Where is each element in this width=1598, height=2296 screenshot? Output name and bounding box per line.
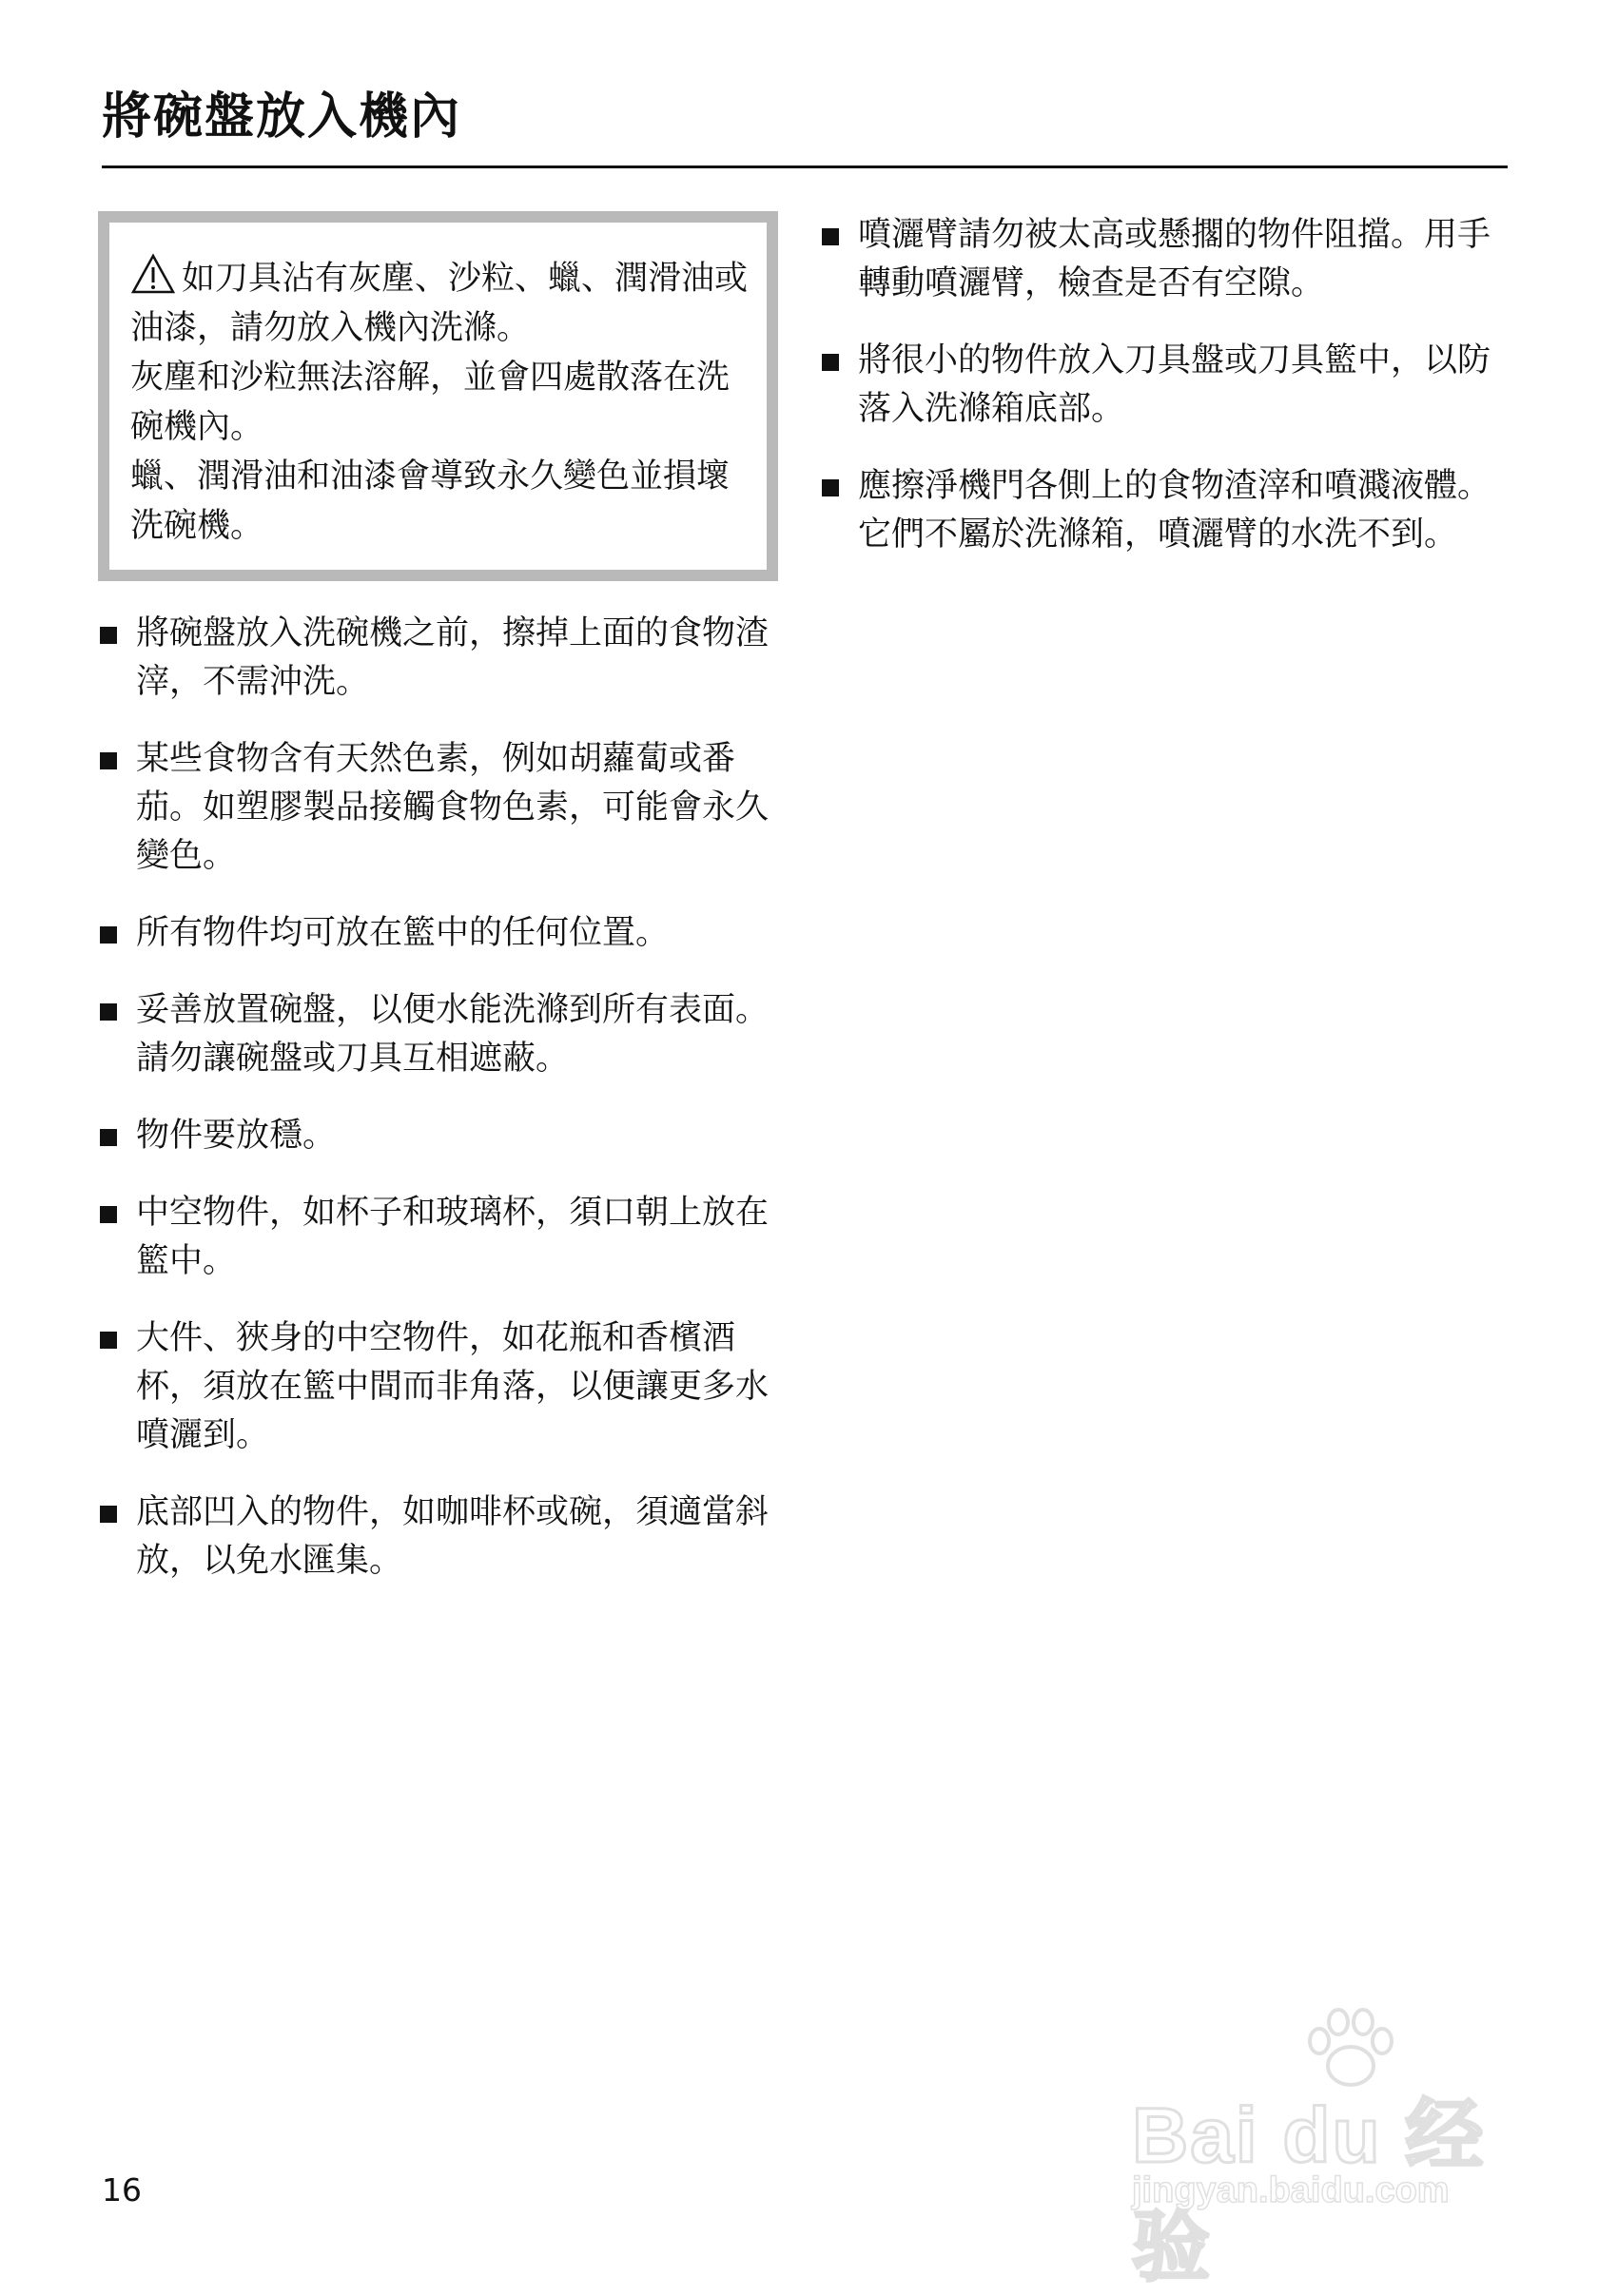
page-number: 16 xyxy=(102,2171,142,2208)
warning-triangle-icon xyxy=(130,253,176,295)
baidu-jingyan-watermark xyxy=(1113,2007,1512,2290)
square-bullet-icon xyxy=(822,479,839,496)
watermark-url: jingyan.baidu.com xyxy=(1132,2170,1450,2210)
list-item-text: 大件、狹身的中空物件，如花瓶和香檳酒杯，須放在籃中間而非角落，以便讓更多水噴灑到。 xyxy=(136,1319,770,1454)
list-item xyxy=(820,462,1508,559)
left-column xyxy=(98,211,778,1614)
list-item-text: 某些食物含有天然色素，例如胡蘿蔔或番茄。如塑膠製品接觸食物色素，可能會永久變色。 xyxy=(136,740,770,875)
warning-box xyxy=(98,211,778,581)
page-title: 將碗盤放入機內 xyxy=(102,88,462,146)
right-column xyxy=(820,211,1508,588)
warning-paragraph xyxy=(130,253,748,353)
square-bullet-icon xyxy=(100,1506,117,1523)
list-item-text: 中空物件，如杯子和玻璃杯，須口朝上放在籃中。 xyxy=(136,1194,770,1280)
watermark-brand: Bai du 经验 xyxy=(1132,2092,1486,2290)
list-item xyxy=(98,735,778,881)
square-bullet-icon xyxy=(822,228,839,245)
list-item-text: 所有物件均可放在籃中的任何位置。 xyxy=(136,914,670,952)
list-item xyxy=(98,610,778,707)
list-item-text: 將碗盤放入洗碗機之前，擦掉上面的食物渣滓，不需沖洗。 xyxy=(136,614,770,701)
list-item-text: 應擦淨機門各側上的食物渣滓和噴濺液體。它們不屬於洗滌箱，噴灑臂的水洗不到。 xyxy=(858,467,1491,554)
square-bullet-icon xyxy=(100,1206,117,1223)
list-item xyxy=(98,909,778,958)
warning-text: 如刀具沾有灰塵、沙粒、蠟、潤滑油或油漆，請勿放入機內洗滌。 xyxy=(130,260,749,347)
warning-paragraph: 灰塵和沙粒無法溶解，並會四處散落在洗碗機內。 xyxy=(130,359,731,446)
list-item xyxy=(98,1112,778,1160)
square-bullet-icon xyxy=(100,926,117,944)
list-item xyxy=(98,1189,778,1286)
list-item xyxy=(820,211,1508,308)
title-divider xyxy=(102,165,1508,168)
list-item xyxy=(98,986,778,1083)
list-item xyxy=(820,337,1508,434)
list-item xyxy=(98,1489,778,1586)
square-bullet-icon xyxy=(100,627,117,644)
right-bullet-list xyxy=(820,211,1508,559)
square-bullet-icon xyxy=(100,1332,117,1349)
list-item xyxy=(98,1314,778,1460)
square-bullet-icon xyxy=(100,1003,117,1021)
list-item-text: 將很小的物件放入刀具盤或刀具籃中，以防落入洗滌箱底部。 xyxy=(858,341,1491,428)
warning-paragraph: 蠟、潤滑油和油漆會導致永久變色並損壞洗碗機。 xyxy=(130,457,731,545)
list-item-text: 物件要放穩。 xyxy=(136,1117,337,1155)
square-bullet-icon xyxy=(100,752,117,769)
list-item-text: 噴灑臂請勿被太高或懸擱的物件阻擋。用手轉動噴灑臂，檢查是否有空隙。 xyxy=(858,216,1491,302)
list-item-text: 妥善放置碗盤，以便水能洗滌到所有表面。請勿讓碗盤或刀具互相遮蔽。 xyxy=(136,991,770,1078)
square-bullet-icon xyxy=(100,1129,117,1146)
list-item-text: 底部凹入的物件，如咖啡杯或碗，須適當斜放，以免水匯集。 xyxy=(136,1493,770,1580)
square-bullet-icon xyxy=(822,354,839,371)
left-bullet-list xyxy=(98,610,778,1586)
